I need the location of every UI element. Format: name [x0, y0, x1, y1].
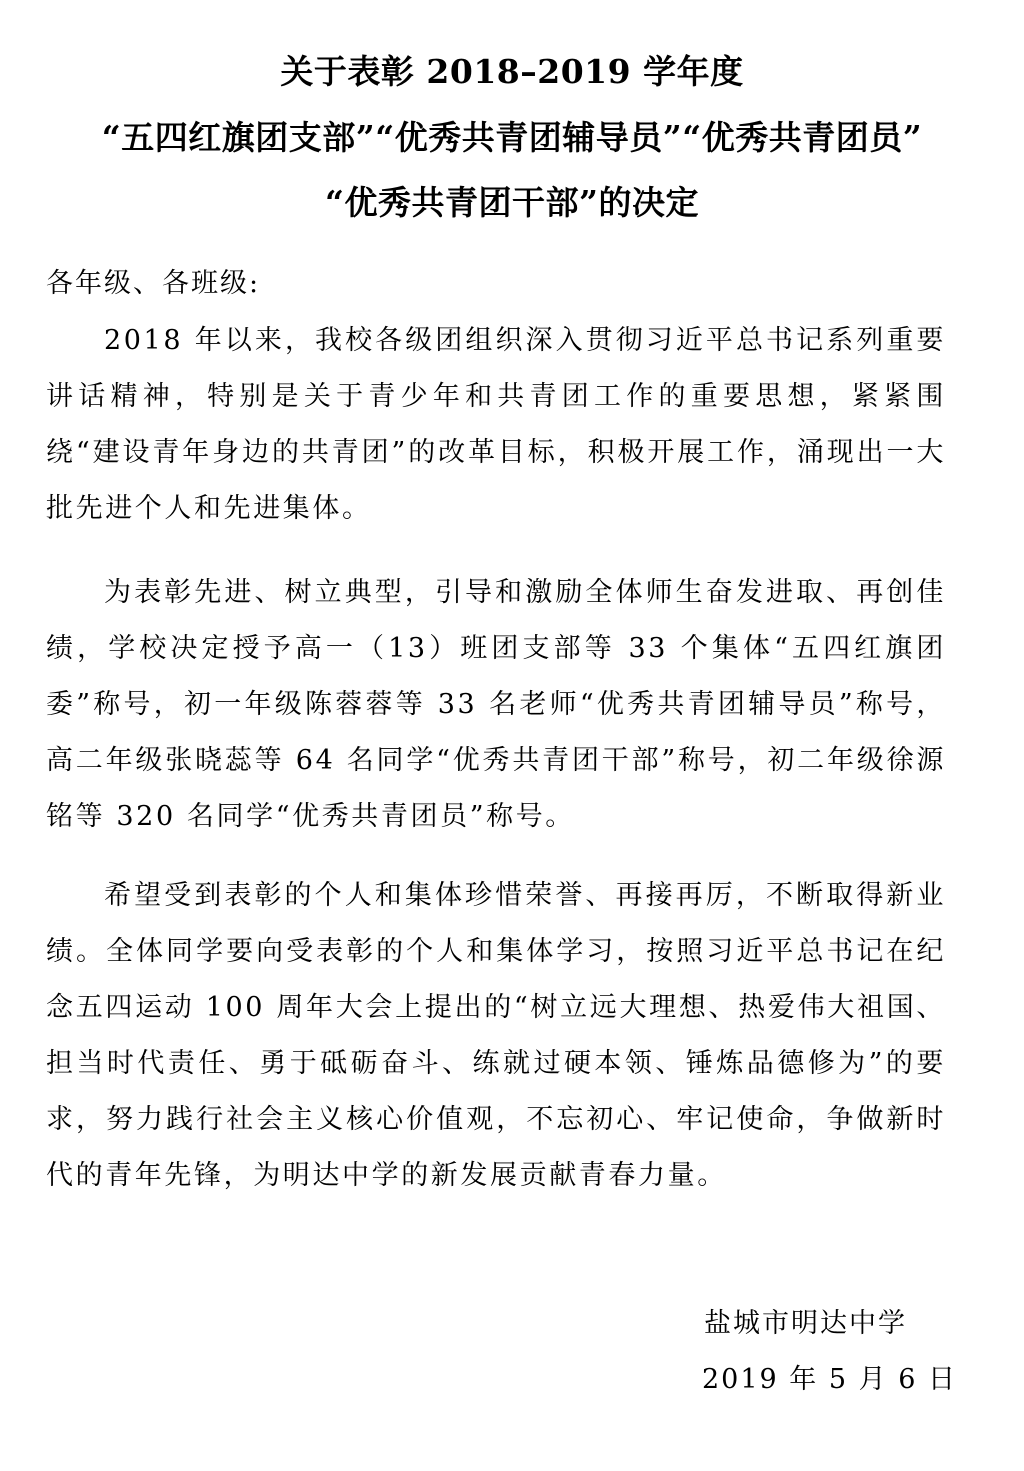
- body-paragraph-3: 希望受到表彰的个人和集体珍惜荣誉、再接再厉，不断取得新业绩。全体同学要向受表彰的个人和集体学习，按照习近平总书记在纪念五四运动 100 周年大会上提出的“树立远大理想、热爱伟大祖国、担当时代责任、勇于砥砺奋斗、练就过硬本领、锤炼品德修为”的要求，努力践行社会主义核心价值观，不忘初心、牢记使命，争做新时代的青年先锋，为明达中学的新发展贡献青春力量。: [46, 880, 946, 1191]
- document-title-line-1: 关于表彰 2018–2019 学年度: [280, 52, 744, 91]
- document-title-line-3: “优秀共青团干部”的决定: [325, 183, 699, 222]
- body-paragraph-2: 为表彰先进、树立典型，引导和激励全体师生奋发进取、再创佳绩，学校决定授予高一（13）班团支部等 33 个集体“五四红旗团委”称号，初一年级陈蓉蓉等 33 名老师“优秀共青团辅导员”称号，高二年级张晓蕊等 64 名同学“优秀共青团干部”称号，初二年级徐源铭等 320 名同学“优秀共青团员”称号。: [46, 577, 946, 832]
- signature-organization: 盐城市明达中学: [704, 1308, 907, 1339]
- salutation: 各年级、各班级:: [46, 268, 261, 299]
- signature-date: 2019 年 5 月 6 日: [702, 1364, 957, 1395]
- body-paragraph-1: 2018 年以来，我校各级团组织深入贯彻习近平总书记系列重要讲话精神，特别是关于青少年和共青团工作的重要思想，紧紧围绕“建设青年身边的共青团”的改革目标，积极开展工作，涌现出一大批先进个人和先进集体。: [46, 325, 946, 524]
- document-title-line-2: “五四红旗团支部”“优秀共青团辅导员”“优秀共青团员”: [101, 118, 923, 157]
